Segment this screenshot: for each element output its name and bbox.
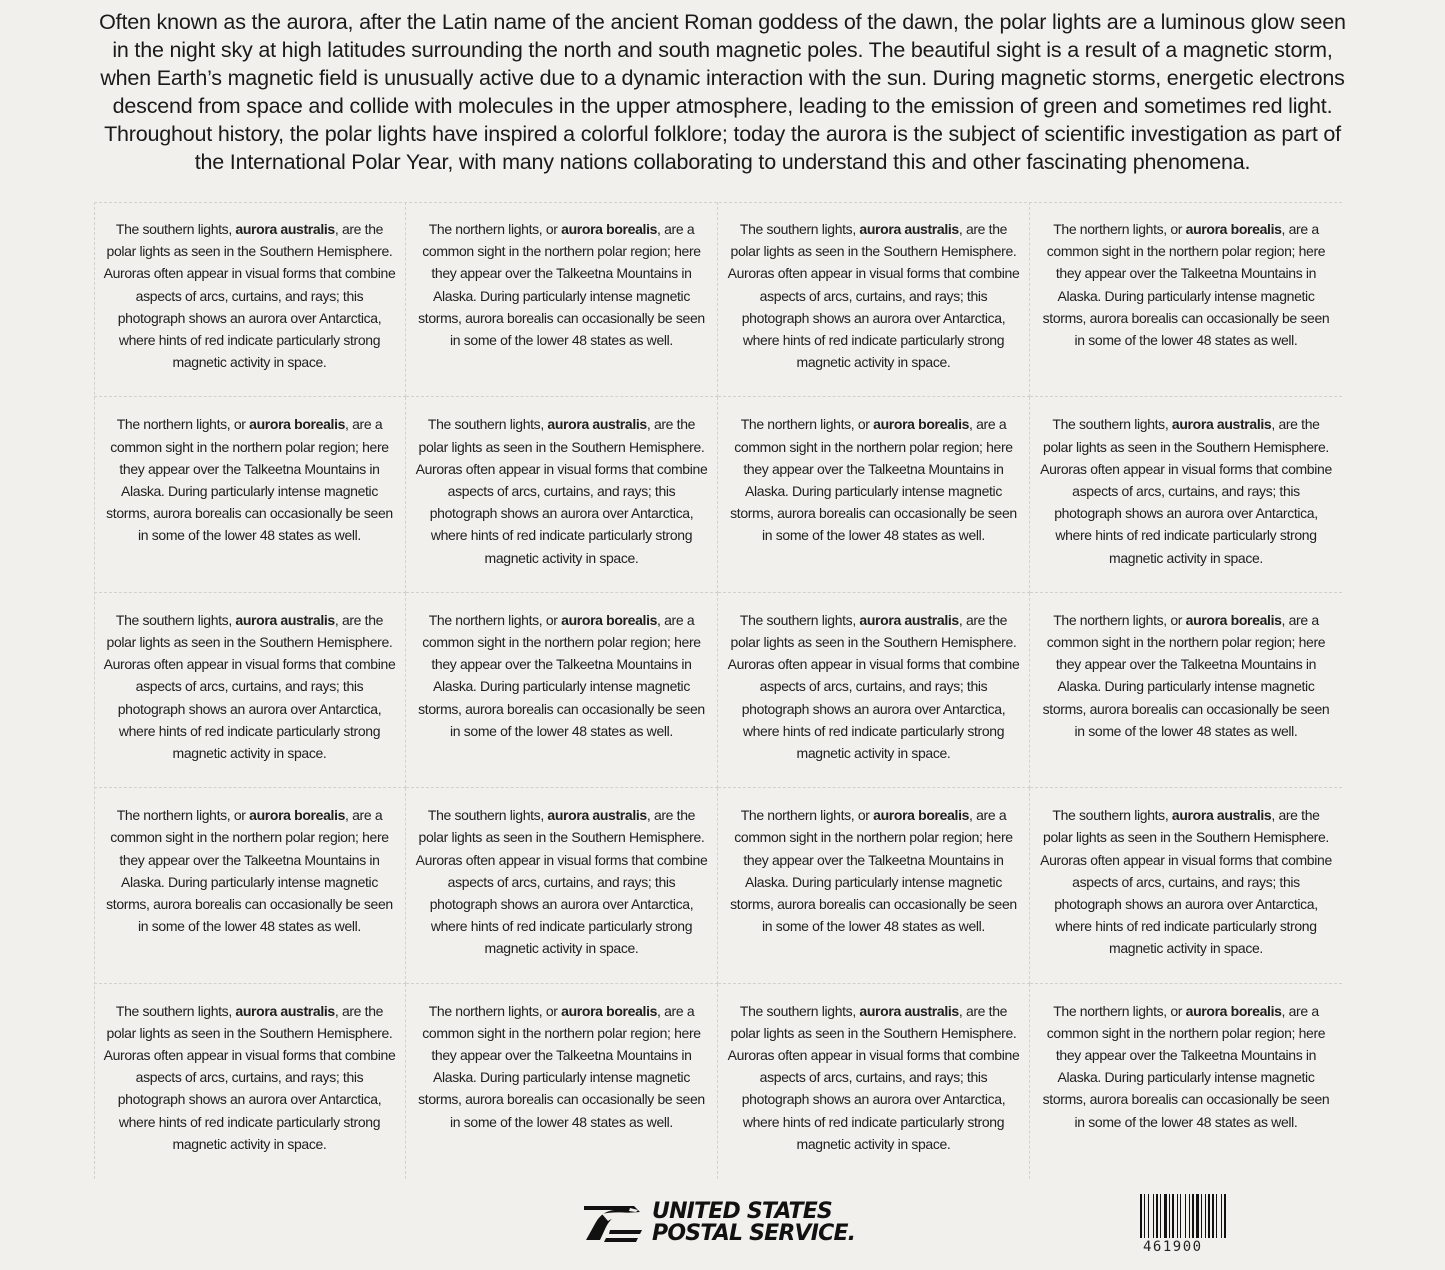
pane-borealis bbox=[718, 397, 1030, 592]
pane-text: The northern lights, or aurora borealis, are a common sight in the northern polar region; here they appear over the Talkeetna Mountains in Alaska. During particularly intense magnetic storms, aurora borealis can occasionally be seen in some of the lower 48 states as well. bbox=[106, 416, 393, 544]
pane-borealis bbox=[718, 788, 1030, 983]
pane-borealis bbox=[406, 593, 718, 788]
usps-logo bbox=[580, 1200, 855, 1246]
usps-line-2: POSTAL SERVICE. bbox=[652, 1221, 856, 1246]
pane-borealis bbox=[1030, 984, 1342, 1179]
pane-text: The southern lights, aurora australis, are the polar lights as seen in the Southern Hemisphere. Auroras often appear in visual forms that combine aspects of arcs, curtains, and rays; this photograph shows an aurora over Antarctica, where hints of red indicate particularly strong magnetic activity in space. bbox=[415, 807, 708, 957]
barcode-bars bbox=[1139, 1194, 1263, 1238]
pane-text: The southern lights, aurora australis, are the polar lights as seen in the Southern Hemisphere. Auroras often appear in visual forms that combine aspects of arcs, curtains, and rays; this photograph shows an aurora over Antarctica, where hints of red indicate particularly strong magnetic activity in space. bbox=[727, 221, 1020, 371]
pane-australis bbox=[1030, 397, 1342, 592]
pane-text: The southern lights, aurora australis, are the polar lights as seen in the Southern Hemisphere. Auroras often appear in visual forms that combine aspects of arcs, curtains, and rays; this photograph shows an aurora over Antarctica, where hints of red indicate particularly strong magnetic activity in space. bbox=[103, 221, 396, 371]
pane-australis bbox=[718, 984, 1030, 1179]
pane-text: The northern lights, or aurora borealis, are a common sight in the northern polar region; here they appear over the Talkeetna Mountains in Alaska. During particularly intense magnetic storms, aurora borealis can occasionally be seen in some of the lower 48 states as well. bbox=[1042, 611, 1330, 739]
pane-text: The northern lights, or aurora borealis, are a common sight in the northern polar region; here they appear over the Talkeetna Mountains in Alaska. During particularly intense magnetic storms, aurora borealis can occasionally be seen in some of the lower 48 states as well. bbox=[1042, 221, 1330, 349]
pane-australis bbox=[718, 593, 1030, 788]
pane-australis bbox=[718, 202, 1030, 397]
pane-text: The northern lights, or aurora borealis, are a common sight in the northern polar region; here they appear over the Talkeetna Mountains in Alaska. During particularly intense magnetic storms, aurora borealis can occasionally be seen in some of the lower 48 states as well. bbox=[1042, 1002, 1330, 1130]
pane-text: The southern lights, aurora australis, are the polar lights as seen in the Southern Hemisphere. Auroras often appear in visual forms that combine aspects of arcs, curtains, and rays; this photograph shows an aurora over Antarctica, where hints of red indicate particularly strong magnetic activity in space. bbox=[1040, 807, 1332, 957]
eagle-icon bbox=[580, 1200, 646, 1246]
pane-text: The northern lights, or aurora borealis, are a common sight in the northern polar region; here they appear over the Talkeetna Mountains in Alaska. During particularly intense magnetic storms, aurora borealis can occasionally be seen in some of the lower 48 states as well. bbox=[730, 807, 1017, 935]
intro-paragraph: Often known as the aurora, after the Latin name of the ancient Roman goddess of the dawn, the polar lights are a luminous glow seen in the night sky at high latitudes surrounding the north and south magnetic poles. The beautiful sight is a result of a magnetic storm, when Earth’s magnetic field is unusually active due to a dynamic interaction with the sun. During magnetic storms, energetic electrons descend from space and collide with molecules in the upper atmosphere, leading to the emission of green and sometimes red light. Throughout history, the polar lights have inspired a colorful folklore; today the aurora is the subject of scientific investigation as part of the International Polar Year, with many nations collaborating to understand this and other fascinating phenomena. bbox=[99, 10, 1346, 174]
pane-australis bbox=[94, 593, 406, 788]
pane-australis bbox=[406, 788, 718, 983]
pane-australis bbox=[406, 397, 718, 592]
usps-line-1: UNITED STATES bbox=[652, 1199, 832, 1224]
barcode bbox=[1139, 1194, 1263, 1255]
pane-text: The northern lights, or aurora borealis, are a common sight in the northern polar region; here they appear over the Talkeetna Mountains in Alaska. During particularly intense magnetic storms, aurora borealis can occasionally be seen in some of the lower 48 states as well. bbox=[418, 1002, 705, 1130]
pane-borealis bbox=[406, 984, 718, 1179]
pane-australis bbox=[94, 984, 406, 1179]
pane-text: The southern lights, aurora australis, are the polar lights as seen in the Southern Hemisphere. Auroras often appear in visual forms that combine aspects of arcs, curtains, and rays; this photograph shows an aurora over Antarctica, where hints of red indicate particularly strong magnetic activity in space. bbox=[727, 1002, 1020, 1152]
stamp-backing-grid bbox=[94, 202, 1342, 1179]
pane-borealis bbox=[1030, 202, 1342, 397]
pane-borealis bbox=[94, 788, 406, 983]
pane-text: The northern lights, or aurora borealis, are a common sight in the northern polar region; here they appear over the Talkeetna Mountains in Alaska. During particularly intense magnetic storms, aurora borealis can occasionally be seen in some of the lower 48 states as well. bbox=[418, 221, 705, 349]
pane-text: The northern lights, or aurora borealis, are a common sight in the northern polar region; here they appear over the Talkeetna Mountains in Alaska. During particularly intense magnetic storms, aurora borealis can occasionally be seen in some of the lower 48 states as well. bbox=[730, 416, 1017, 544]
barcode-number: 461900 bbox=[1143, 1239, 1203, 1255]
pane-borealis bbox=[1030, 593, 1342, 788]
pane-text: The southern lights, aurora australis, are the polar lights as seen in the Southern Hemisphere. Auroras often appear in visual forms that combine aspects of arcs, curtains, and rays; this photograph shows an aurora over Antarctica, where hints of red indicate particularly strong magnetic activity in space. bbox=[415, 416, 708, 566]
pane-text: The southern lights, aurora australis, are the polar lights as seen in the Southern Hemisphere. Auroras often appear in visual forms that combine aspects of arcs, curtains, and rays; this photograph shows an aurora over Antarctica, where hints of red indicate particularly strong magnetic activity in space. bbox=[727, 611, 1020, 761]
pane-text: The southern lights, aurora australis, are the polar lights as seen in the Southern Hemisphere. Auroras often appear in visual forms that combine aspects of arcs, curtains, and rays; this photograph shows an aurora over Antarctica, where hints of red indicate particularly strong magnetic activity in space. bbox=[1040, 416, 1332, 566]
pane-borealis bbox=[94, 397, 406, 592]
pane-australis bbox=[1030, 788, 1342, 983]
pane-text: The southern lights, aurora australis, are the polar lights as seen in the Southern Hemisphere. Auroras often appear in visual forms that combine aspects of arcs, curtains, and rays; this photograph shows an aurora over Antarctica, where hints of red indicate particularly strong magnetic activity in space. bbox=[103, 1002, 396, 1152]
pane-text: The southern lights, aurora australis, are the polar lights as seen in the Southern Hemisphere. Auroras often appear in visual forms that combine aspects of arcs, curtains, and rays; this photograph shows an aurora over Antarctica, where hints of red indicate particularly strong magnetic activity in space. bbox=[103, 611, 396, 761]
pane-australis bbox=[94, 202, 406, 397]
pane-borealis bbox=[406, 202, 718, 397]
pane-text: The northern lights, or aurora borealis, are a common sight in the northern polar region; here they appear over the Talkeetna Mountains in Alaska. During particularly intense magnetic storms, aurora borealis can occasionally be seen in some of the lower 48 states as well. bbox=[106, 807, 393, 935]
pane-text: The northern lights, or aurora borealis, are a common sight in the northern polar region; here they appear over the Talkeetna Mountains in Alaska. During particularly intense magnetic storms, aurora borealis can occasionally be seen in some of the lower 48 states as well. bbox=[418, 611, 705, 739]
